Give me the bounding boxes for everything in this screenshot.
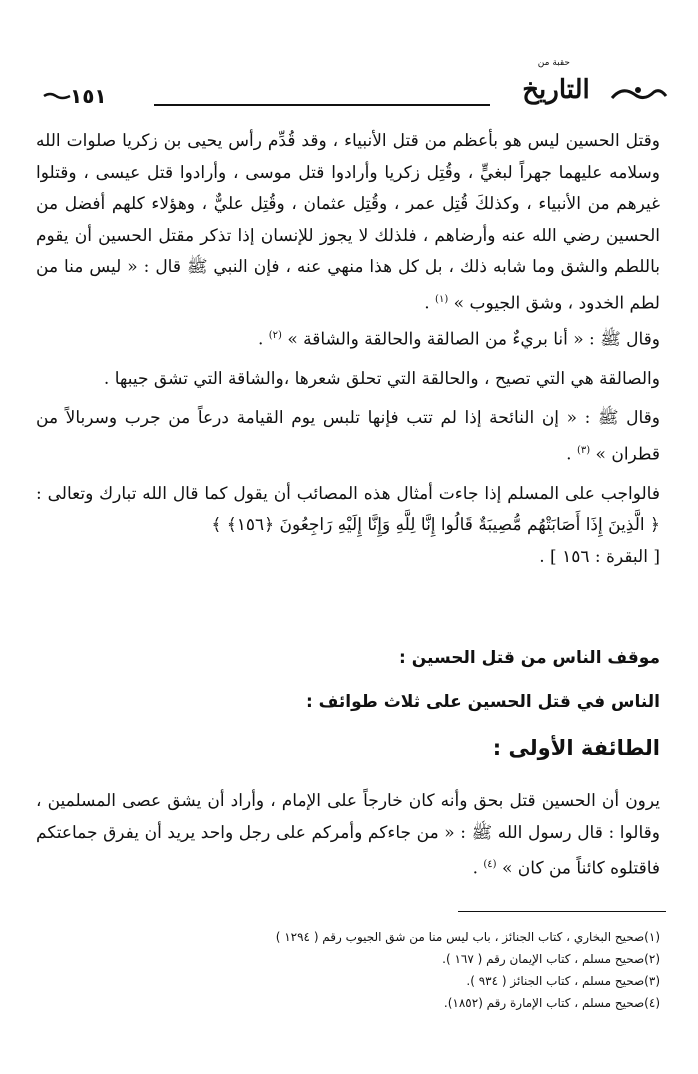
- main-text: [36, 126, 660, 573]
- header-rule: [154, 104, 490, 106]
- page-header: [36, 58, 668, 120]
- paragraph-3: والصالقة هي التي تصيح ، والحالقة التي تحلق شعرها ،والشاقة التي تشق جيبها .: [103, 368, 660, 389]
- paragraph-1: [36, 126, 660, 320]
- paragraph-5: [36, 479, 660, 574]
- footnote-ref-2: (٢): [268, 329, 282, 341]
- heading-subsection: الناس في قتل الحسين على ثلاث طوائف :: [305, 692, 660, 712]
- paragraph-2-end: .: [257, 329, 264, 350]
- ornament-left-icon: [42, 90, 72, 102]
- paragraph-5-text: فالواجب على المسلم إذا جاءت أمثال هذه المصائب أن يقول كما قال الله تبارك وتعالى : ﴿ الَّذِينَ إِذَا أَصَابَتْهُم مُّصِيبَةٌ قَالُوا إِنَّا لِلَّهِ وَإِنَّا إِلَيْهِ رَاجِعُونَ ﴿١٥٦﴾ ﴾: [36, 483, 660, 536]
- paragraph-2: [36, 320, 660, 356]
- paragraph-6: [36, 786, 660, 885]
- quran-reference: [ البقرة : ١٥٦ ] .: [539, 546, 660, 567]
- heading-section: موقف الناس من قتل الحسين :: [398, 648, 660, 668]
- footnote-3: (٣)صحيح مسلم ، كتاب الجنائز ( ٩٣٤ ).: [466, 974, 660, 988]
- footnotes: [36, 926, 660, 1014]
- footnote-ref-1: (١): [435, 293, 449, 305]
- footnote-ref-4: (٤): [483, 859, 497, 870]
- paragraph-4: [36, 403, 660, 471]
- header-title: التاريخ: [522, 75, 590, 105]
- paragraph-1-text: وقتل الحسين ليس هو بأعظم من قتل الأنبياء ، وقد قُدِّم رأس يحيى بن زكريا صلوات الله وسلامه عليهما جهراً لبغيٍّ ، وقُتِل زكريا وأرادوا قتل موسى ، وأرادوا قتل عيسى ، وقتلوا غيرهم من الأنبياء ، وكذلكَ قُتِل عمر ، وقُتِل عثمان ، وقُتِل عليٌّ ، وهؤلاء كلهم أفضل من الحسين رضي الله عنه وأرضاهم ، فلذلك لا يجوز للإنسان إذا تذكر مقتل الحسين أن يقوم باللطم والشق وما شابه ذلك ، بل كل هذا منهي عنه ، فإن النبي ﷺ قال : « ليس منا من لطم الخدود ، وشق الجيوب »: [36, 131, 660, 314]
- footnote-rule: [458, 911, 666, 912]
- paragraph-6-end: .: [472, 858, 478, 879]
- paragraph-1-end: .: [424, 293, 430, 314]
- ornament-right-icon: [608, 80, 668, 110]
- page-number: ١٥١: [70, 84, 107, 108]
- footnote-ref-3: (٣): [576, 444, 591, 456]
- paragraph-4-end: .: [566, 444, 572, 465]
- footnote-4: (٤)صحيح مسلم ، كتاب الإمارة رقم (١٨٥٢).: [443, 996, 660, 1010]
- paragraph-6-text: يرون أن الحسين قتل بحق وأنه كان خارجاً على الإمام ، وأراد أن يشق عصى المسلمين ، وقالوا : قال رسول الله ﷺ : « من جاءكم وأمركم على رجل واحد يريد أن يفرق جماعتكم فاقتلوه كائناً من كان »: [36, 791, 660, 879]
- footnote-2: (٢)صحيح مسلم ، كتاب الإيمان رقم ( ١٦٧ ).: [442, 952, 660, 966]
- paragraph-2-text: وقال ﷺ : « أنا بريءٌ من الصالقة والحالقة والشاقة »: [287, 329, 660, 350]
- paragraph-4-text: وقال ﷺ : « إن النائحة إذا لم تتب فإنها تلبس يوم القيامة درعاً من جرب وسربالاً من قطران »: [36, 408, 660, 465]
- header-subtitle: حقبة من: [537, 58, 570, 68]
- main-text-2: [36, 786, 660, 885]
- heading-first-group: الطائفة الأولى :: [492, 736, 660, 760]
- footnote-1: (١)صحيح البخاري ، كتاب الجنائز ، باب ليس منا من شق الجيوب رقم ( ١٢٩٤ ): [275, 930, 660, 944]
